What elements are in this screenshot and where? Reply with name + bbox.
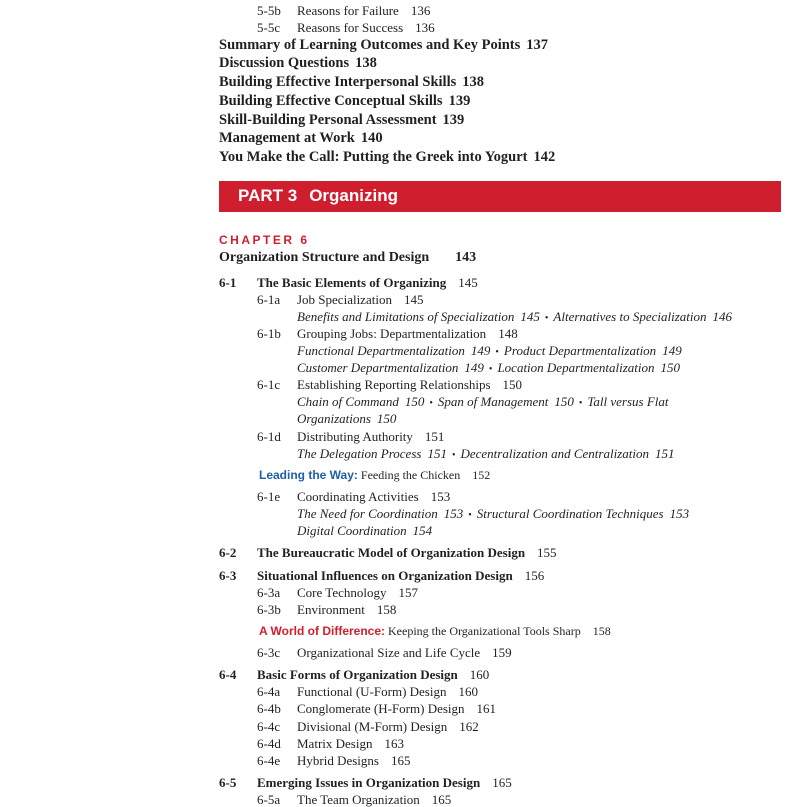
toc-end-item-summary[interactable]: Summary of Learning Outcomes and Key Points 137 — [219, 37, 549, 53]
toc-end-item-conceptual[interactable]: Building Effective Conceptual Skills 139 — [219, 93, 471, 109]
toc-subsection-6-4b[interactable]: 6-4b Conglomerate (H-Form) Design 161 — [257, 701, 497, 716]
toc-section-6-3[interactable]: 6-3 Situational Influences on Organization Design 156 — [219, 568, 545, 583]
toc-topic-line[interactable]: Organizations 150 — [297, 411, 397, 426]
toc-topic-line[interactable]: The Delegation Process 151 • Decentralization and Centralization 151 — [297, 446, 675, 461]
toc-topic-line[interactable]: Customer Departmentalization 149 • Location Departmentalization 150 — [297, 360, 681, 375]
toc-end-item-discussion[interactable]: Discussion Questions 138 — [219, 55, 377, 71]
toc-end-item-interpersonal[interactable]: Building Effective Interpersonal Skills 138 — [219, 74, 485, 90]
toc-subsection-6-1a[interactable]: 6-1a Job Specialization 145 — [257, 292, 424, 307]
toc-subsection-6-4d[interactable]: 6-4d Matrix Design 163 — [257, 736, 404, 751]
toc-subsection-5-5b[interactable]: 5-5b Reasons for Failure 136 — [257, 3, 431, 18]
part-heading[interactable]: PART 3 Organizing — [238, 186, 398, 205]
toc-subsection-6-3c[interactable]: 6-3c Organizational Size and Life Cycle 159 — [257, 645, 512, 660]
toc-section-6-4[interactable]: 6-4 Basic Forms of Organization Design 160 — [219, 667, 490, 682]
toc-subsection-6-3a[interactable]: 6-3a Core Technology 157 — [257, 585, 418, 600]
toc-subsection-6-1b[interactable]: 6-1b Grouping Jobs: Departmentalization 148 — [257, 326, 518, 341]
toc-section-6-1[interactable]: 6-1 The Basic Elements of Organizing 145 — [219, 275, 478, 290]
feature-world-of-difference[interactable]: A World of Difference: Keeping the Organizational Tools Sharp 158 — [259, 624, 611, 638]
feature-leading-the-way[interactable]: Leading the Way: Feeding the Chicken 152 — [259, 468, 491, 482]
toc-topic-line[interactable]: Benefits and Limitations of Specialization 145 • Alternatives to Specialization 146 — [297, 309, 732, 324]
toc-section-6-2[interactable]: 6-2 The Bureaucratic Model of Organization Design 155 — [219, 545, 557, 560]
toc-subsection-5-5c[interactable]: 5-5c Reasons for Success 136 — [257, 20, 435, 35]
toc-section-6-5[interactable]: 6-5 Emerging Issues in Organization Design 165 — [219, 775, 512, 790]
toc-subsection-6-1c[interactable]: 6-1c Establishing Reporting Relationships 150 — [257, 377, 523, 392]
toc-subsection-6-4a[interactable]: 6-4a Functional (U-Form) Design 160 — [257, 684, 478, 699]
toc-subsection-6-1e[interactable]: 6-1e Coordinating Activities 153 — [257, 489, 451, 504]
chapter-title[interactable]: Organization Structure and Design 143 — [219, 250, 477, 265]
toc-subsection-6-5a[interactable]: 6-5a The Team Organization 165 — [257, 792, 452, 807]
toc-end-item-assessment[interactable]: Skill-Building Personal Assessment 139 — [219, 112, 465, 128]
toc-topic-line[interactable]: Chain of Command 150 • Span of Management 150 • Tall versus Flat — [297, 394, 669, 409]
chapter-label: CHAPTER 6 — [219, 233, 310, 247]
toc-topic-line[interactable]: Digital Coordination 154 — [297, 523, 433, 538]
toc-end-item-make-the-call[interactable]: You Make the Call: Putting the Greek into Yogurt 142 — [219, 149, 556, 165]
toc-subsection-6-1d[interactable]: 6-1d Distributing Authority 151 — [257, 429, 445, 444]
toc-subsection-6-4e[interactable]: 6-4e Hybrid Designs 165 — [257, 753, 411, 768]
toc-subsection-6-3b[interactable]: 6-3b Environment 158 — [257, 602, 397, 617]
toc-topic-line[interactable]: The Need for Coordination 153 • Structural Coordination Techniques 153 — [297, 506, 690, 521]
toc-topic-line[interactable]: Functional Departmentalization 149 • Product Departmentalization 149 — [297, 343, 682, 358]
toc-subsection-6-4c[interactable]: 6-4c Divisional (M-Form) Design 162 — [257, 719, 479, 734]
toc-end-item-management-at-work[interactable]: Management at Work 140 — [219, 130, 383, 146]
